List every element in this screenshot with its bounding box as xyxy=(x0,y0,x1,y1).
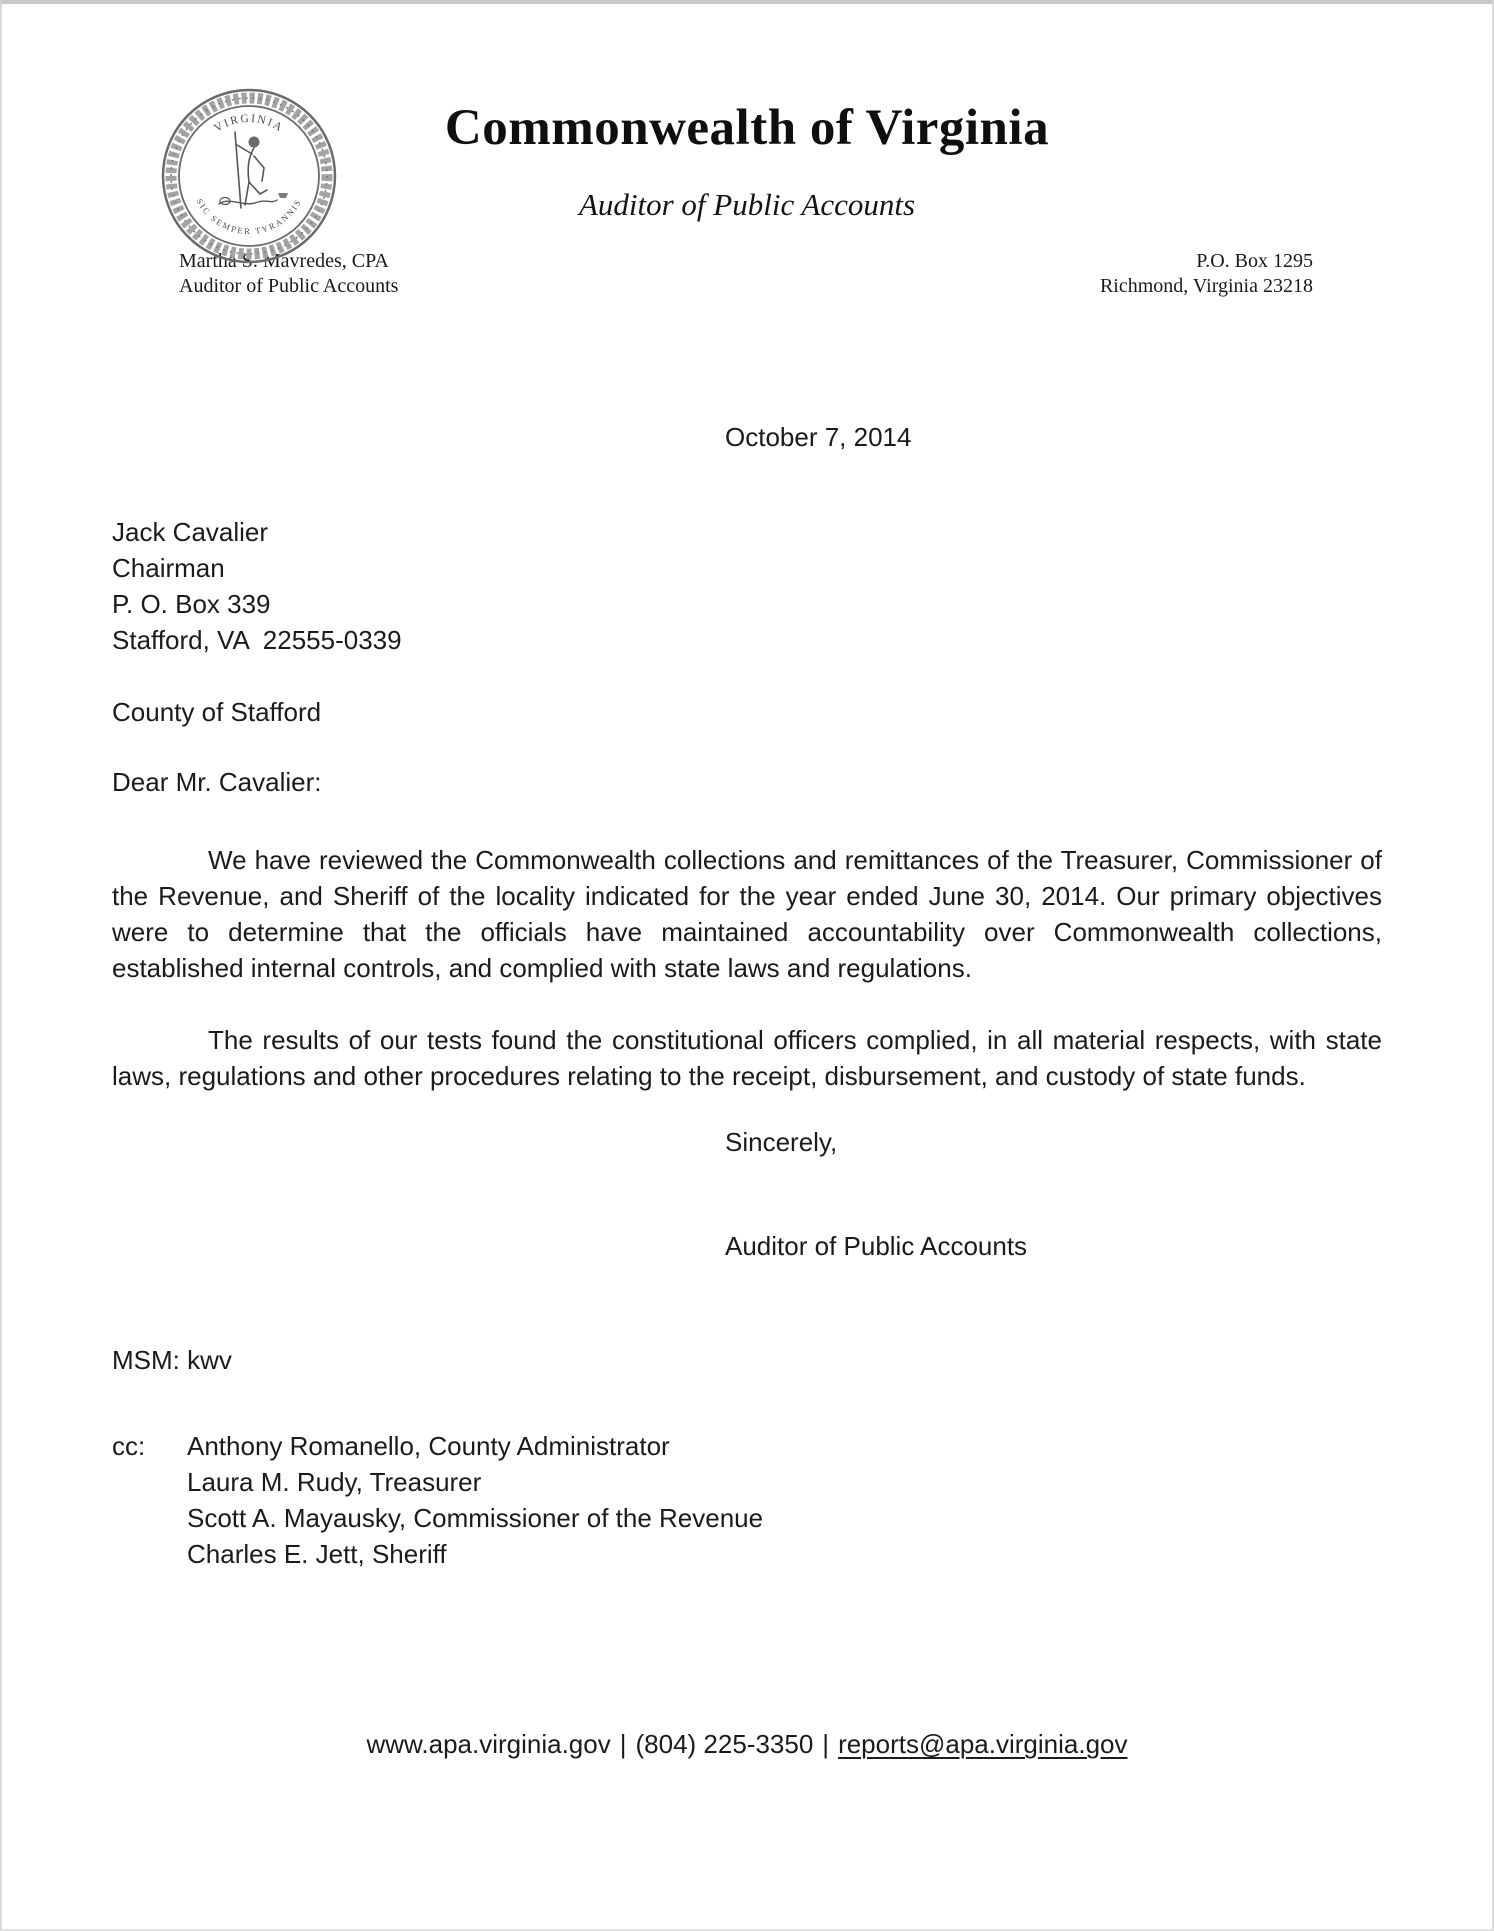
body-paragraphs xyxy=(112,842,1382,1094)
office-city-line: Richmond, Virginia 23218 xyxy=(1099,274,1313,297)
footer-phone: (804) 225-3350 xyxy=(635,1729,814,1759)
seal-top-text: VIRGINIA xyxy=(212,112,286,135)
cc-item: Scott A. Mayausky, Commissioner of the Revenue xyxy=(187,1502,764,1533)
recipient-line: Jack Cavalier xyxy=(112,516,269,547)
recipient-address xyxy=(112,514,1382,658)
letterhead xyxy=(112,4,1382,299)
org-title: Commonwealth of Virginia xyxy=(444,100,1050,156)
footer-separator: | xyxy=(619,1729,627,1759)
official-title: Auditor of Public Accounts xyxy=(179,274,399,297)
closing-block xyxy=(725,1124,1382,1264)
footer-email-link[interactable]: reports@apa.virginia.gov xyxy=(838,1729,1128,1759)
reference-initials: MSM: kwv xyxy=(112,1344,232,1375)
letter-date: October 7, 2014 xyxy=(725,421,912,452)
salutation: Dear Mr. Cavalier: xyxy=(112,766,322,797)
closing-salutation: Sincerely, xyxy=(725,1126,838,1157)
letter-footer xyxy=(2,1726,1492,1762)
body-paragraph: We have reviewed the Commonwealth collections and remittances of the Treasurer, Commissioner of the Revenue, and Sheriff of the locality indicated for the year ended June 30, 2014. Our primary objectives were to determine that the officials have maintained accountability over Commonwealth collections, established internal controls, and complied with state laws and regulations. xyxy=(112,844,1382,983)
cc-item: Anthony Romanello, County Administrator xyxy=(187,1430,670,1461)
cc-block xyxy=(112,1428,1382,1572)
footer-separator: | xyxy=(822,1729,830,1759)
body-paragraph: The results of our tests found the constitutional officers complied, in all material respects, with state laws, regulations and other procedures relating to the receipt, disbursement, and custody of state funds. xyxy=(112,1024,1382,1091)
cc-list xyxy=(187,1428,763,1572)
cc-item: Laura M. Rudy, Treasurer xyxy=(187,1466,482,1497)
seal-virtus-figure xyxy=(219,132,288,208)
recipient-line: Stafford, VA 22555-0339 xyxy=(112,624,402,655)
official-name: Martha S. Mavredes, CPA xyxy=(179,249,389,272)
virginia-state-seal-icon xyxy=(159,86,339,266)
cc-label: cc: xyxy=(112,1430,146,1461)
cc-item: Charles E. Jett, Sheriff xyxy=(187,1538,447,1569)
recipient-line: P. O. Box 339 xyxy=(112,588,271,619)
footer-website: www.apa.virginia.gov xyxy=(366,1729,611,1759)
letter-body xyxy=(112,419,1382,1572)
letter-page xyxy=(2,4,1492,1929)
org-subtitle: Auditor of Public Accounts xyxy=(578,187,916,223)
locality-line: County of Stafford xyxy=(112,696,322,727)
seal-bottom-text: SIC SEMPER TYRANNIS xyxy=(194,196,304,237)
office-po-box: P.O. Box 1295 xyxy=(1196,249,1313,272)
recipient-line: Chairman xyxy=(112,552,225,583)
signature-title: Auditor of Public Accounts xyxy=(725,1230,1028,1261)
office-address-block xyxy=(1100,249,1313,299)
